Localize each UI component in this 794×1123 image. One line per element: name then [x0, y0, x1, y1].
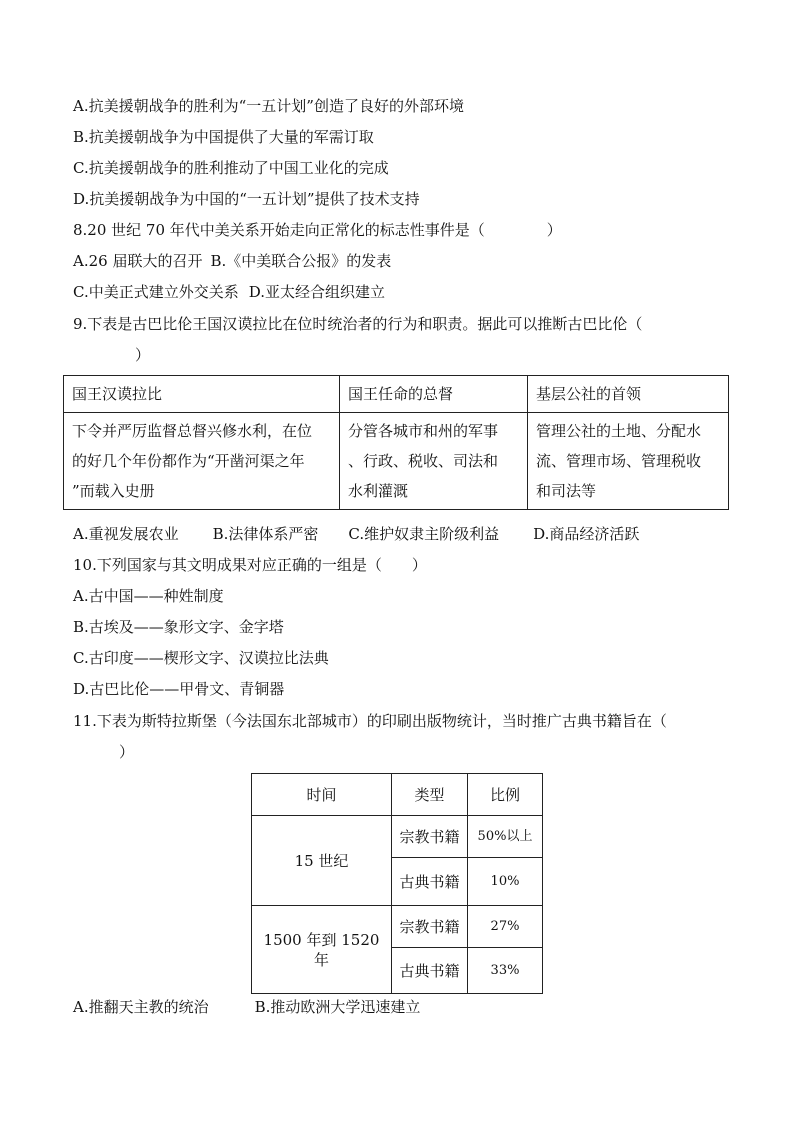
q9-cell-commune-line: 流、管理市场、管理税收	[536, 452, 702, 470]
q9-options	[73, 524, 639, 544]
q9-cell-governor-line: 、行政、税收、司法和	[348, 452, 499, 470]
q8-option-c: C.中美正式建立外交关系	[73, 283, 239, 301]
q11-ratio-cell: 27%	[468, 906, 543, 948]
q11-ratio-cell: 33%	[468, 948, 543, 994]
q11-ratio-cell: 50%以上	[468, 816, 543, 858]
q7-option-d: D.抗美援朝战争为中国的“一五计划”提供了技术支持	[73, 190, 420, 208]
q9-header-governor: 国王任命的总督	[340, 376, 528, 413]
q11-table	[251, 773, 543, 994]
q10-option-a: A.古中国——种姓制度	[73, 587, 224, 605]
q11-option-b: B.推动欧洲大学迅速建立	[254, 998, 421, 1016]
q9-cell-king-line: 的好几个年份都作为“开凿河渠之年	[72, 452, 305, 470]
q10-option-d: D.古巴比伦——甲骨文、青铜器	[73, 680, 285, 698]
q9-cell-governor	[340, 413, 528, 510]
q9-cell-commune-leader	[528, 413, 729, 510]
q11-ratio-cell: 10%	[468, 858, 543, 906]
q11-type-cell: 古典书籍	[392, 948, 468, 994]
q11-period-15th-century: 15 世纪	[252, 816, 392, 906]
q9-table-row	[64, 413, 729, 510]
q11-type-cell: 宗教书籍	[392, 816, 468, 858]
q9-option-c: C.维护奴隶主阶级利益	[348, 525, 500, 543]
q9-option-d: D.商品经济活跃	[533, 525, 640, 543]
q9-cell-king-line: ”而载入史册	[72, 482, 155, 500]
q9-cell-commune-line: 管理公社的土地、分配水	[536, 422, 702, 440]
q9-header-commune-leader: 基层公社的首领	[528, 376, 729, 413]
q8-stem-text: 8.20 世纪 70 年代中美关系开始走向正常化的标志性事件是（	[73, 221, 485, 239]
q11-table-header-row	[252, 774, 543, 816]
q8-option-a: A.26 届联大的召开	[73, 252, 203, 270]
q10-option-b: B.古埃及——象形文字、金字塔	[73, 618, 284, 636]
q9-stem-end: ）	[135, 346, 151, 364]
q11-header-ratio: 比例	[468, 774, 543, 816]
q11-stem: 11.下表为斯特拉斯堡（今法国东北部城市）的印刷出版物统计，当时推广古典书籍旨在（	[73, 712, 667, 730]
q9-option-b: B.法律体系严密	[212, 525, 319, 543]
q11-options	[73, 997, 420, 1017]
q11-type-cell: 宗教书籍	[392, 906, 468, 948]
q8-stem	[73, 220, 562, 240]
q7-option-c: C.抗美援朝战争的胜利推动了中国工业化的完成	[73, 159, 389, 177]
q11-option-a: A.推翻天主教的统治	[73, 998, 209, 1016]
q10-option-c: C.古印度——楔形文字、汉谟拉比法典	[73, 649, 329, 667]
q8-options-ab	[73, 251, 391, 271]
q11-header-time: 时间	[252, 774, 392, 816]
q9-stem: 9.下表是古巴比伦王国汉谟拉比在位时统治者的行为和职责。据此可以推断古巴比伦（	[73, 315, 643, 333]
q11-type-cell: 古典书籍	[392, 858, 468, 906]
q11-header-type: 类型	[392, 774, 468, 816]
q9-table-header-row	[64, 376, 729, 413]
q9-option-a: A.重视发展农业	[73, 525, 179, 543]
q9-cell-king-line: 下令并严厉监督总督兴修水利，在位	[72, 422, 313, 440]
table-row	[252, 906, 543, 948]
q8-option-d: D.亚太经合组织建立	[248, 283, 385, 301]
q9-cell-commune-line: 和司法等	[536, 482, 597, 500]
q7-option-b: B.抗美援朝战争为中国提供了大量的军需订取	[73, 128, 374, 146]
q9-header-king: 国王汉谟拉比	[64, 376, 340, 413]
q11-stem-end: ）	[119, 743, 135, 761]
q11-period-1500-1520: 1500 年到 1520 年	[252, 906, 392, 994]
q7-option-a: A.抗美援朝战争的胜利为“一五计划”创造了良好的外部环境	[73, 97, 464, 115]
q8-stem-end: ）	[546, 221, 562, 239]
q9-cell-governor-line: 水利灌溉	[348, 482, 409, 500]
table-row	[252, 816, 543, 858]
q9-cell-king	[64, 413, 340, 510]
q9-table	[63, 375, 729, 510]
q8-option-b: B.《中美联合公报》的发表	[210, 252, 392, 270]
q9-cell-governor-line: 分管各城市和州的军事	[348, 422, 499, 440]
q8-options-cd	[73, 282, 385, 302]
q10-stem: 10.下列国家与其文明成果对应正确的一组是（ ）	[73, 556, 427, 574]
